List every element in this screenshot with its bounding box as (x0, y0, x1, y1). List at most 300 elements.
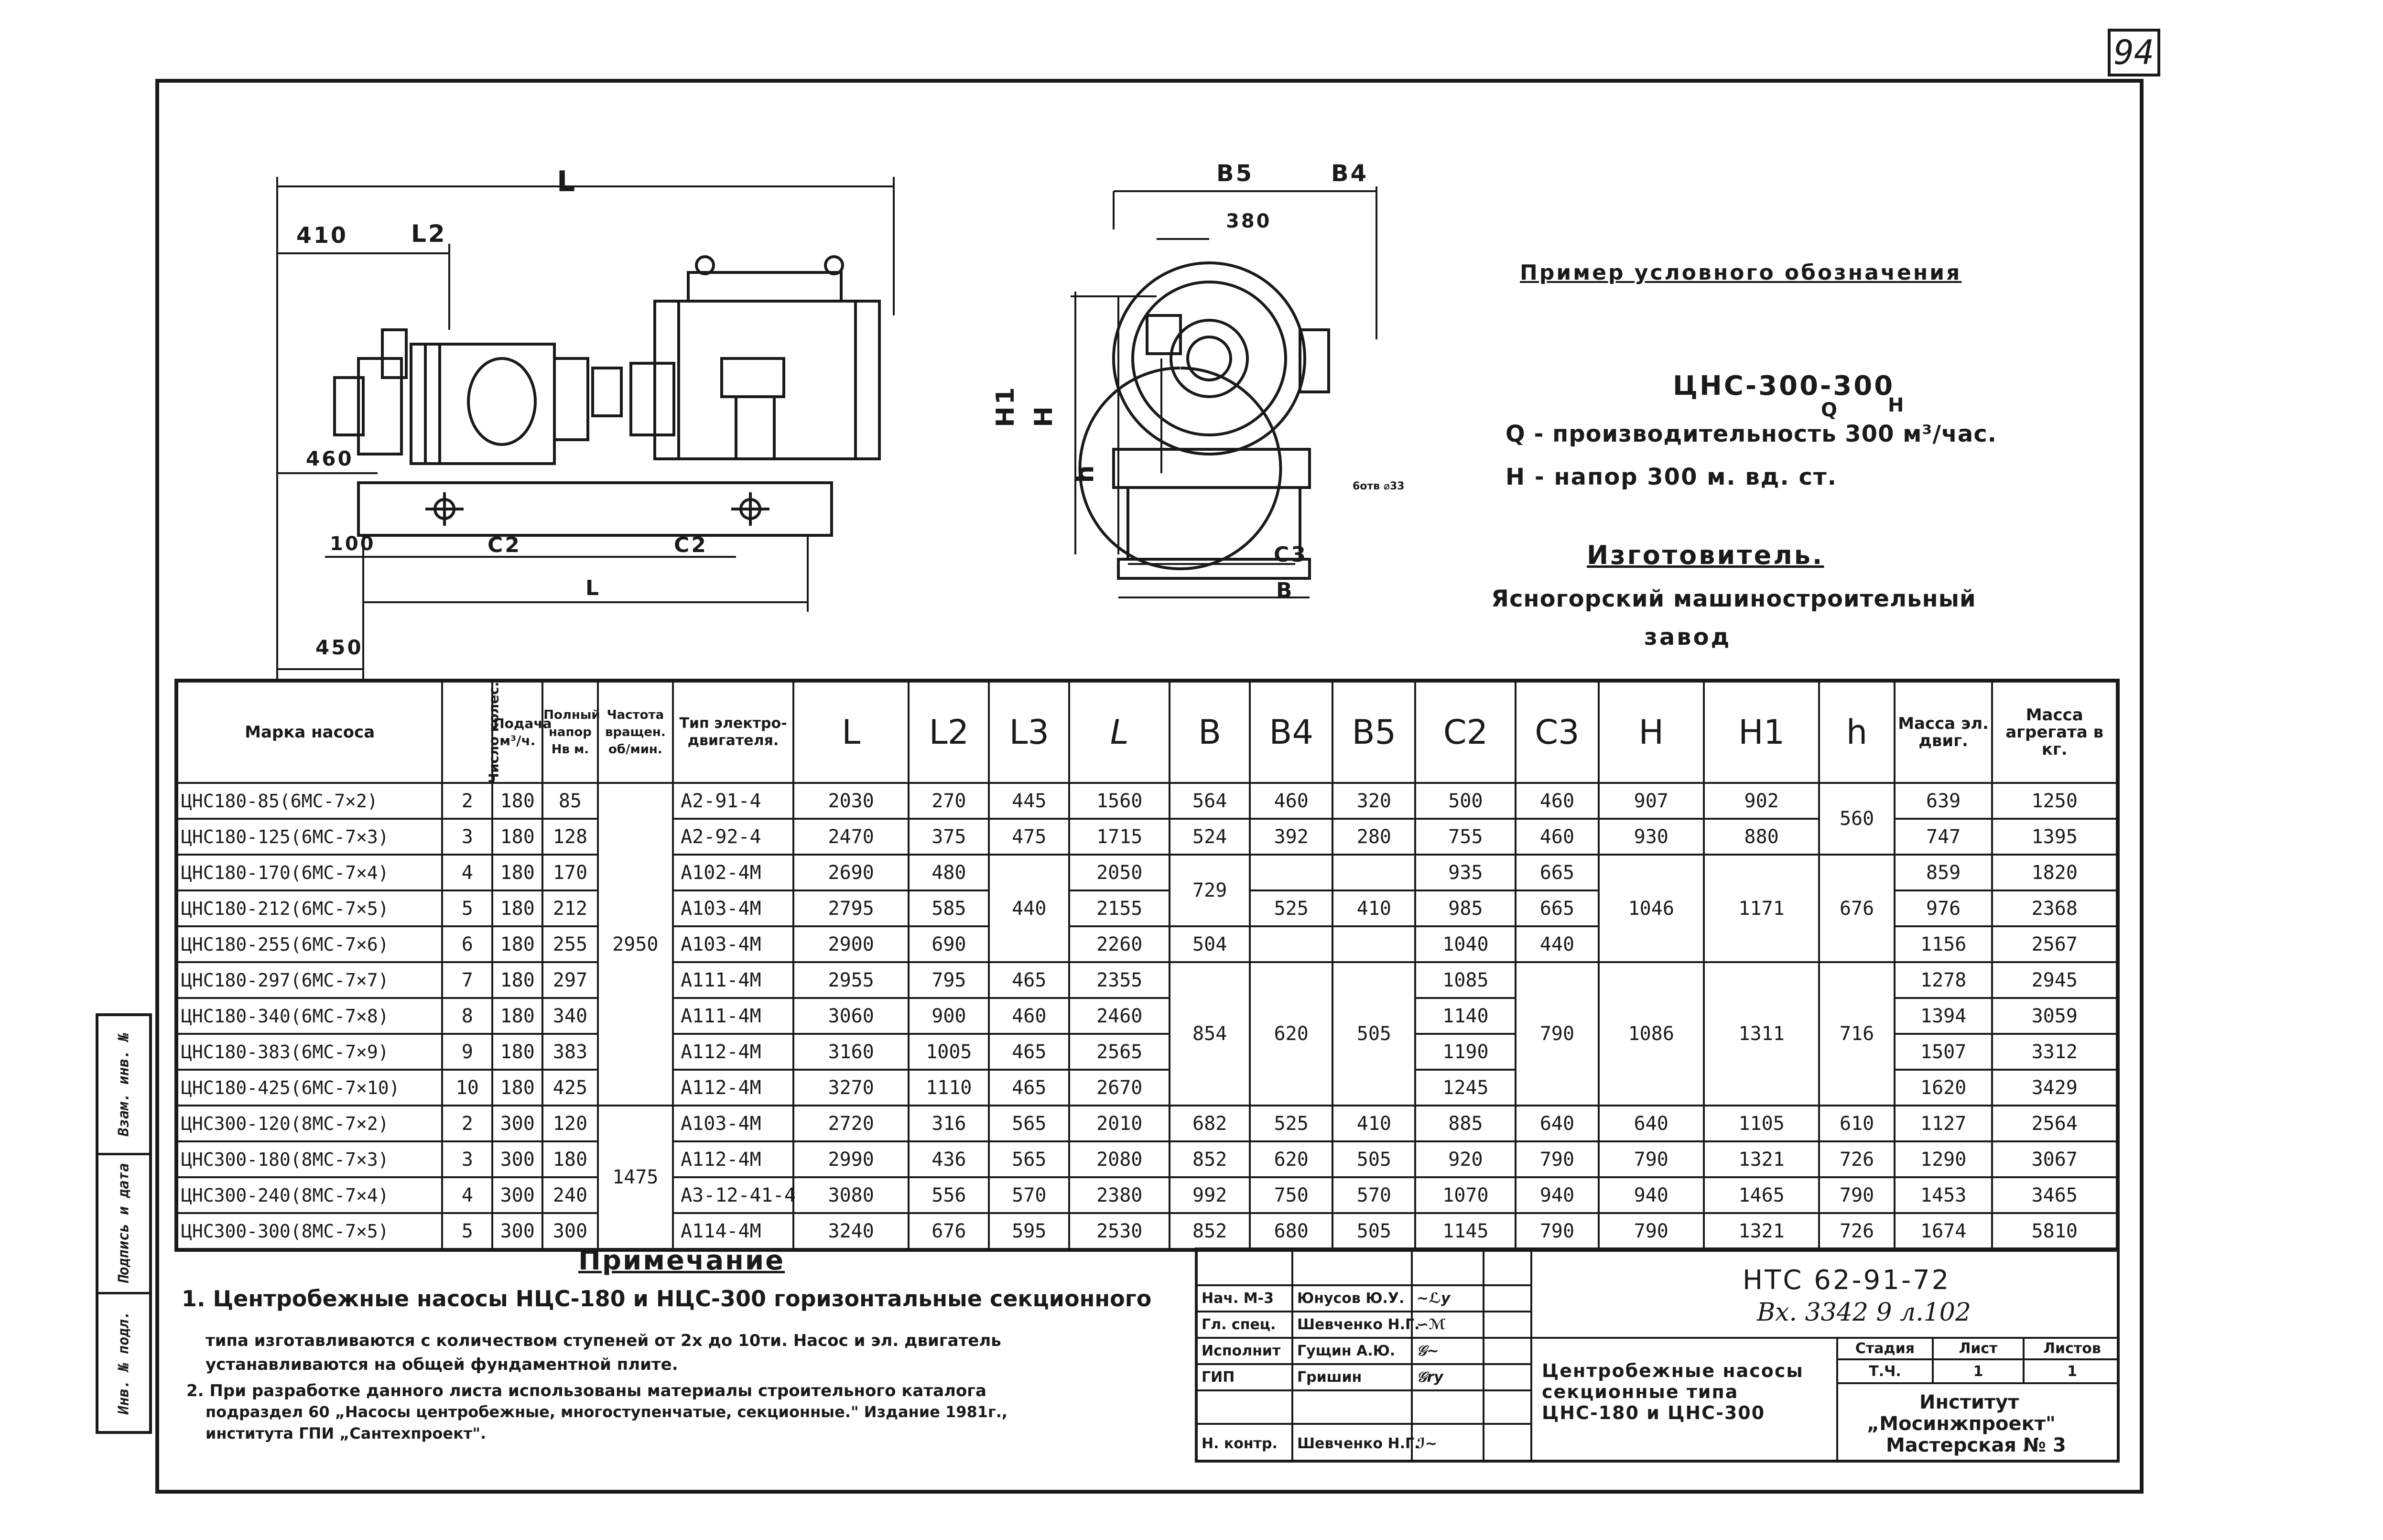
cell: 1674 (1895, 1213, 1993, 1250)
cell: 676 (909, 1213, 989, 1250)
side-stamp-cell: Взам. инв. № (98, 1016, 149, 1155)
cell: 2564 (1992, 1106, 2118, 1141)
dim-460: 460 (306, 447, 354, 470)
cell: 620 (1250, 1141, 1332, 1177)
tb-cell (1484, 1250, 1532, 1286)
cell: 1290 (1895, 1141, 1993, 1177)
cell: 564 (1170, 783, 1250, 819)
cell: 3060 (793, 998, 909, 1034)
cell-mark: ЦНС180-85(6МС-7×2) (176, 783, 442, 819)
tb-role: Гл. спец. (1198, 1312, 1293, 1339)
col-header: B5 (1332, 681, 1415, 783)
col-header: Частота вращен. об/мин. (598, 681, 673, 783)
cell: 930 (1599, 819, 1704, 855)
cell: 180 (492, 1034, 542, 1070)
cell-motor: А111-4М (673, 962, 793, 998)
cell: 570 (1332, 1177, 1415, 1213)
cell-mark: ЦНС180-125(6МС-7×3) (176, 819, 442, 855)
dim-B4: B4 (1331, 160, 1368, 187)
tb-signature: 𝒢∼ (1413, 1339, 1484, 1365)
cell-motor: А103-4М (673, 1106, 793, 1141)
cell: 2355 (1069, 962, 1170, 998)
cell: 1140 (1415, 998, 1516, 1034)
dim-L-top: L (557, 165, 577, 198)
cell-mark: ЦНС180-297(6МС-7×7) (176, 962, 442, 998)
cell: 750 (1250, 1177, 1332, 1213)
col-header: L (793, 681, 909, 783)
cell: 565 (989, 1141, 1069, 1177)
cell: 2795 (793, 890, 909, 926)
cell: 280 (1332, 819, 1415, 855)
dim-h: h (1071, 463, 1100, 483)
cell: 180 (492, 926, 542, 962)
cell-motor: А103-4М (673, 890, 793, 926)
dim-B: B (1276, 578, 1294, 603)
notes-heading: Примечание (578, 1245, 785, 1276)
cell-motor: А3-12-41-4 (673, 1177, 793, 1213)
cell: 610 (1819, 1106, 1894, 1141)
cell: 680 (1250, 1213, 1332, 1250)
dim-B5: B5 (1216, 160, 1254, 187)
tb-role: Исполнит (1198, 1339, 1293, 1365)
cell: 3429 (1992, 1070, 2118, 1106)
example-designation: ЦНС-300-300 (1673, 370, 1895, 401)
dim-100: 100 (330, 533, 376, 555)
col-header: Масса агрегата в кг. (1992, 681, 2118, 783)
cell: 1250 (1992, 783, 2118, 819)
cell: 1110 (909, 1070, 989, 1106)
manufacturer-heading: Изготовитель. (1587, 540, 1824, 570)
table-row (176, 1141, 2118, 1177)
example-heading: Пример условного обозначения (1520, 260, 1962, 285)
cell: 212 (542, 890, 597, 926)
tb-cell (1484, 1365, 1532, 1391)
cell: 425 (542, 1070, 597, 1106)
cell: 992 (1170, 1177, 1250, 1213)
tb-sheet: 1 (1934, 1360, 2025, 1384)
cell: 1070 (1415, 1177, 1516, 1213)
cell: 1005 (909, 1034, 989, 1070)
cell: 4 (442, 1177, 492, 1213)
pump-end-view (1004, 158, 1434, 612)
cell: 2050 (1069, 855, 1170, 890)
cell-motor: А102-4М (673, 855, 793, 890)
cell: 1820 (1992, 855, 2118, 890)
cell: 1190 (1415, 1034, 1516, 1070)
dim-450: 450 (315, 636, 363, 659)
cell (1250, 926, 1332, 962)
cell: 2380 (1069, 1177, 1170, 1213)
cell: 665 (1516, 890, 1598, 926)
cell: 2368 (1992, 890, 2118, 926)
cell: 940 (1599, 1177, 1704, 1213)
cell: 300 (492, 1106, 542, 1141)
cell: 460 (1516, 783, 1598, 819)
table-row (176, 783, 2118, 819)
cell: 255 (542, 926, 597, 962)
tb-sheets-label: Листов (2025, 1339, 2120, 1360)
table-row (176, 855, 2118, 890)
cell: 460 (1250, 783, 1332, 819)
pump-side-view (268, 158, 908, 683)
cell: 907 (1599, 783, 1704, 819)
doc-code: НТС 62-91-72 (1743, 1265, 1951, 1296)
cell: 465 (989, 962, 1069, 998)
cell: 3067 (1992, 1141, 2118, 1177)
cell-mark: ЦНС300-240(8МС-7×4) (176, 1177, 442, 1213)
cell: 1105 (1704, 1106, 1819, 1141)
cell: 2155 (1069, 890, 1170, 926)
cell: 3465 (1992, 1177, 2118, 1213)
cell: 2567 (1992, 926, 2118, 962)
cell: 585 (909, 890, 989, 926)
cell: 2260 (1069, 926, 1170, 962)
cell-mark: ЦНС180-170(6МС-7×4) (176, 855, 442, 890)
cell: 2080 (1069, 1141, 1170, 1177)
cell: 180 (492, 890, 542, 926)
cell: 976 (1895, 890, 1993, 926)
cell: 920 (1415, 1141, 1516, 1177)
dim-410: 410 (296, 222, 348, 248)
cell: 500 (1415, 783, 1516, 819)
cell: 170 (542, 855, 597, 890)
tb-role: ГИП (1198, 1365, 1293, 1391)
tb-cell (1484, 1312, 1532, 1339)
cell: 10 (442, 1070, 492, 1106)
col-header: C2 (1415, 681, 1516, 783)
cell (1332, 855, 1415, 890)
cell: 640 (1516, 1106, 1598, 1141)
cell: 902 (1704, 783, 1819, 819)
cell: 3312 (1992, 1034, 2118, 1070)
cell (1332, 926, 1415, 962)
col-header: Число колес. (442, 681, 492, 783)
cell: 460 (1516, 819, 1598, 855)
cell: 1507 (1895, 1034, 1993, 1070)
cell-motor: А112-4М (673, 1034, 793, 1070)
cell: 755 (1415, 819, 1516, 855)
tb-signature: 𝒢ry (1413, 1365, 1484, 1391)
cell: 1245 (1415, 1070, 1516, 1106)
dim-380: 380 (1226, 210, 1272, 232)
cell: 3240 (793, 1213, 909, 1250)
cell: 475 (989, 819, 1069, 855)
cell-motor: А2-91-4 (673, 783, 793, 819)
cell (1250, 855, 1332, 890)
cell: 2470 (793, 819, 909, 855)
tb-name: Юнусов Ю.У. (1293, 1286, 1413, 1312)
cell-mark: ЦНС300-120(8МС-7×2) (176, 1106, 442, 1141)
manufacturer-line2: завод (1644, 624, 1732, 651)
cell: 1321 (1704, 1213, 1819, 1250)
cell: 128 (542, 819, 597, 855)
cell: 3080 (793, 1177, 909, 1213)
cell: 465 (989, 1034, 1069, 1070)
cell: 3059 (1992, 998, 2118, 1034)
cell-motor: А112-4М (673, 1070, 793, 1106)
table-row (176, 962, 2118, 998)
org-line1: Институт (1919, 1391, 2019, 1413)
cell: 790 (1599, 1213, 1704, 1250)
cell: 180 (492, 962, 542, 998)
side-stamp (96, 1013, 152, 1434)
dim-C2-right: C2 (674, 533, 708, 557)
tb-stage: Т.Ч. (1838, 1360, 1934, 1384)
cell: 5 (442, 890, 492, 926)
cell: 392 (1250, 819, 1332, 855)
cell: 2900 (793, 926, 909, 962)
cell: 465 (989, 1070, 1069, 1106)
cell: 85 (542, 783, 597, 819)
title-block (1195, 1247, 2120, 1463)
col-header: L2 (909, 681, 989, 783)
cell: 300 (492, 1177, 542, 1213)
table-row (176, 1106, 2118, 1141)
cell: 9 (442, 1034, 492, 1070)
cell: 2030 (793, 783, 909, 819)
cell: 2955 (793, 962, 909, 998)
cell: 8 (442, 998, 492, 1034)
table-row (176, 1213, 2118, 1250)
cell: 985 (1415, 890, 1516, 926)
cell: 4 (442, 855, 492, 890)
col-header: L3 (989, 681, 1069, 783)
tb-cell (1484, 1339, 1532, 1365)
cell: 440 (1516, 926, 1598, 962)
cell: 180 (492, 855, 542, 890)
cell: 525 (1250, 1106, 1332, 1141)
tb-role: Нач. М-3 (1198, 1286, 1293, 1312)
cell: 2 (442, 783, 492, 819)
cell: 1085 (1415, 962, 1516, 998)
cell-mark: ЦНС180-425(6МС-7×10) (176, 1070, 442, 1106)
cell: 747 (1895, 819, 1993, 855)
cell-mark: ЦНС300-180(8МС-7×3) (176, 1141, 442, 1177)
col-header: Полный напор Нв м. (542, 681, 597, 783)
sheet-number: 94 (2108, 29, 2160, 76)
cell: 565 (989, 1106, 1069, 1141)
cell: 2010 (1069, 1106, 1170, 1141)
cell-b5: 505 (1332, 962, 1415, 1106)
cell-motor: А103-4М (673, 926, 793, 962)
tb-name: Шевченко Н.Г. (1293, 1312, 1413, 1339)
col-header: H1 (1704, 681, 1819, 783)
side-stamp-cell: Подпись и дата (98, 1155, 149, 1294)
cell: 726 (1819, 1141, 1894, 1177)
cell-speed: 1475 (598, 1106, 673, 1250)
cell: 460 (989, 998, 1069, 1034)
cell-h: 716 (1819, 962, 1894, 1106)
cell: 790 (1516, 1213, 1598, 1250)
manufacturer-line1: Ясногорский машиностроительный (1491, 586, 1976, 612)
cell: 5810 (1992, 1213, 2118, 1250)
note-1b: типа изготавливаются с количеством ступеней от 2х до 10ти. Насос и эл. двигатель (206, 1331, 1001, 1350)
col-header: Тип электро- двигателя. (673, 681, 793, 783)
cell: 2720 (793, 1106, 909, 1141)
cell: 410 (1332, 1106, 1415, 1141)
cell: 1620 (1895, 1070, 1993, 1106)
cell: 595 (989, 1213, 1069, 1250)
col-header: h (1819, 681, 1894, 783)
cell: 375 (909, 819, 989, 855)
cell: 726 (1819, 1213, 1894, 1250)
note-2c: института ГПИ „Сантехпроект". (206, 1424, 487, 1442)
cell: 300 (542, 1213, 597, 1250)
cell: 2945 (1992, 962, 2118, 998)
cell: 859 (1895, 855, 1993, 890)
cell: 270 (909, 783, 989, 819)
cell-H1: 1171 (1704, 855, 1819, 962)
tb-signature: ℐ∼ (1413, 1425, 1484, 1463)
tb-cell (1484, 1286, 1532, 1312)
dim-L2: L2 (411, 220, 447, 248)
cell-h: 676 (1819, 855, 1894, 962)
cell-motor: А114-4М (673, 1213, 793, 1250)
cell: 300 (492, 1213, 542, 1250)
cell-h: 560 (1819, 783, 1894, 855)
cell: 1715 (1069, 819, 1170, 855)
tb-cell (1484, 1391, 1532, 1425)
cell: 1156 (1895, 926, 1993, 962)
cell: 935 (1415, 855, 1516, 890)
tb-stage-label: Стадия (1838, 1339, 1934, 1360)
cell-mark: ЦНС180-383(6МС-7×9) (176, 1034, 442, 1070)
side-stamp-cell: Инв. № подл. (115, 1311, 132, 1415)
cell: 525 (1250, 890, 1332, 926)
dim-C2-left: C2 (487, 533, 521, 557)
col-header: Марка насоса (176, 681, 442, 783)
cell-H1: 1311 (1704, 962, 1819, 1106)
cell: 940 (1516, 1177, 1598, 1213)
cell: 2 (442, 1106, 492, 1141)
cell-motor: А111-4М (673, 998, 793, 1034)
cell: 570 (989, 1177, 1069, 1213)
cell: 1560 (1069, 783, 1170, 819)
cell: 2565 (1069, 1034, 1170, 1070)
cell: 7 (442, 962, 492, 998)
cell: 690 (909, 926, 989, 962)
cell-mark: ЦНС180-255(6МС-7×6) (176, 926, 442, 962)
cell: 880 (1704, 819, 1819, 855)
cell-b: 729 (1170, 855, 1250, 926)
cell: 3 (442, 819, 492, 855)
cell: 1127 (1895, 1106, 1993, 1141)
cell-b: 854 (1170, 962, 1250, 1106)
col-header: Масса эл. двиг. (1895, 681, 1993, 783)
cell: 297 (542, 962, 597, 998)
cell: 300 (492, 1141, 542, 1177)
tb-name: Гришин (1293, 1365, 1413, 1391)
table-header-row (176, 681, 2118, 783)
cell-speed: 2950 (598, 783, 673, 1106)
dim-L-bottom: L (585, 576, 601, 600)
cell: 383 (542, 1034, 597, 1070)
cell: 320 (1332, 783, 1415, 819)
note-1c: устанавливаются на общей фундаментной плите. (206, 1355, 678, 1374)
cell: 665 (1516, 855, 1598, 890)
cell: 505 (1332, 1141, 1415, 1177)
example-q-letter: Q (1821, 399, 1840, 421)
cell: 240 (542, 1177, 597, 1213)
cell: 524 (1170, 819, 1250, 855)
cell: 1145 (1415, 1213, 1516, 1250)
example-h-letter: H (1888, 394, 1906, 416)
cell: 120 (542, 1106, 597, 1141)
cell: 3 (442, 1141, 492, 1177)
col-header: B4 (1250, 681, 1332, 783)
cell-l3: 440 (989, 855, 1069, 962)
table-row (176, 1177, 2118, 1213)
tb-cell (1484, 1425, 1532, 1463)
cell: 2530 (1069, 1213, 1170, 1250)
cell: 436 (909, 1141, 989, 1177)
cell: 1040 (1415, 926, 1516, 962)
tb-cell (1198, 1250, 1293, 1286)
cell-mark: ЦНС180-212(6МС-7×5) (176, 890, 442, 926)
dim-H: H (1029, 404, 1058, 427)
cell: 790 (1819, 1177, 1894, 1213)
cell: 6 (442, 926, 492, 962)
tb-role: Н. контр. (1198, 1425, 1293, 1463)
cell: 1278 (1895, 962, 1993, 998)
cell: 410 (1332, 890, 1415, 926)
drawing-title: Центробежные насосы секционные типа ЦНС-180 и ЦНС-300 (1542, 1360, 1804, 1423)
cell: 556 (909, 1177, 989, 1213)
col-header: Подача м³/ч. (492, 681, 542, 783)
org-line2: „Мосинжпроект" (1867, 1413, 2056, 1435)
cell: 1465 (1704, 1177, 1819, 1213)
tb-signature: ∼ℒy (1413, 1286, 1484, 1312)
dim-H1: H1 (991, 385, 1020, 427)
cell: 1453 (1895, 1177, 1993, 1213)
tb-cell (1413, 1250, 1484, 1286)
cell: 1321 (1704, 1141, 1819, 1177)
col-header: C3 (1516, 681, 1598, 783)
cell: 852 (1170, 1213, 1250, 1250)
cell: 640 (1599, 1106, 1704, 1141)
cell: 852 (1170, 1141, 1250, 1177)
cell: 316 (909, 1106, 989, 1141)
tb-name (1293, 1391, 1413, 1425)
col-header: H (1599, 681, 1704, 783)
cell-mark: ЦНС180-340(6МС-7×8) (176, 998, 442, 1034)
cell: 795 (909, 962, 989, 998)
cell: 180 (542, 1141, 597, 1177)
tb-role (1198, 1391, 1293, 1425)
cell-mark: ЦНС300-300(8МС-7×5) (176, 1213, 442, 1250)
cell: 480 (909, 855, 989, 890)
tb-sheet-label: Лист (1934, 1339, 2025, 1360)
cell-H: 1046 (1599, 855, 1704, 962)
cell: 504 (1170, 926, 1250, 962)
cell-H: 1086 (1599, 962, 1704, 1106)
col-header: B (1170, 681, 1250, 783)
cell: 900 (909, 998, 989, 1034)
cell: 682 (1170, 1106, 1250, 1141)
pump-spec-table (174, 679, 2120, 1252)
dim-C3: C3 (1274, 542, 1308, 567)
cell: 1394 (1895, 998, 1993, 1034)
cell: 639 (1895, 783, 1993, 819)
cell: 1395 (1992, 819, 2118, 855)
cell: 2690 (793, 855, 909, 890)
cell: 885 (1415, 1106, 1516, 1141)
tb-name: Шевченко Н.Г. (1293, 1425, 1413, 1463)
tb-cell (1413, 1391, 1484, 1425)
cell: 790 (1599, 1141, 1704, 1177)
cell-b4: 620 (1250, 962, 1332, 1106)
tb-cell (1293, 1250, 1413, 1286)
